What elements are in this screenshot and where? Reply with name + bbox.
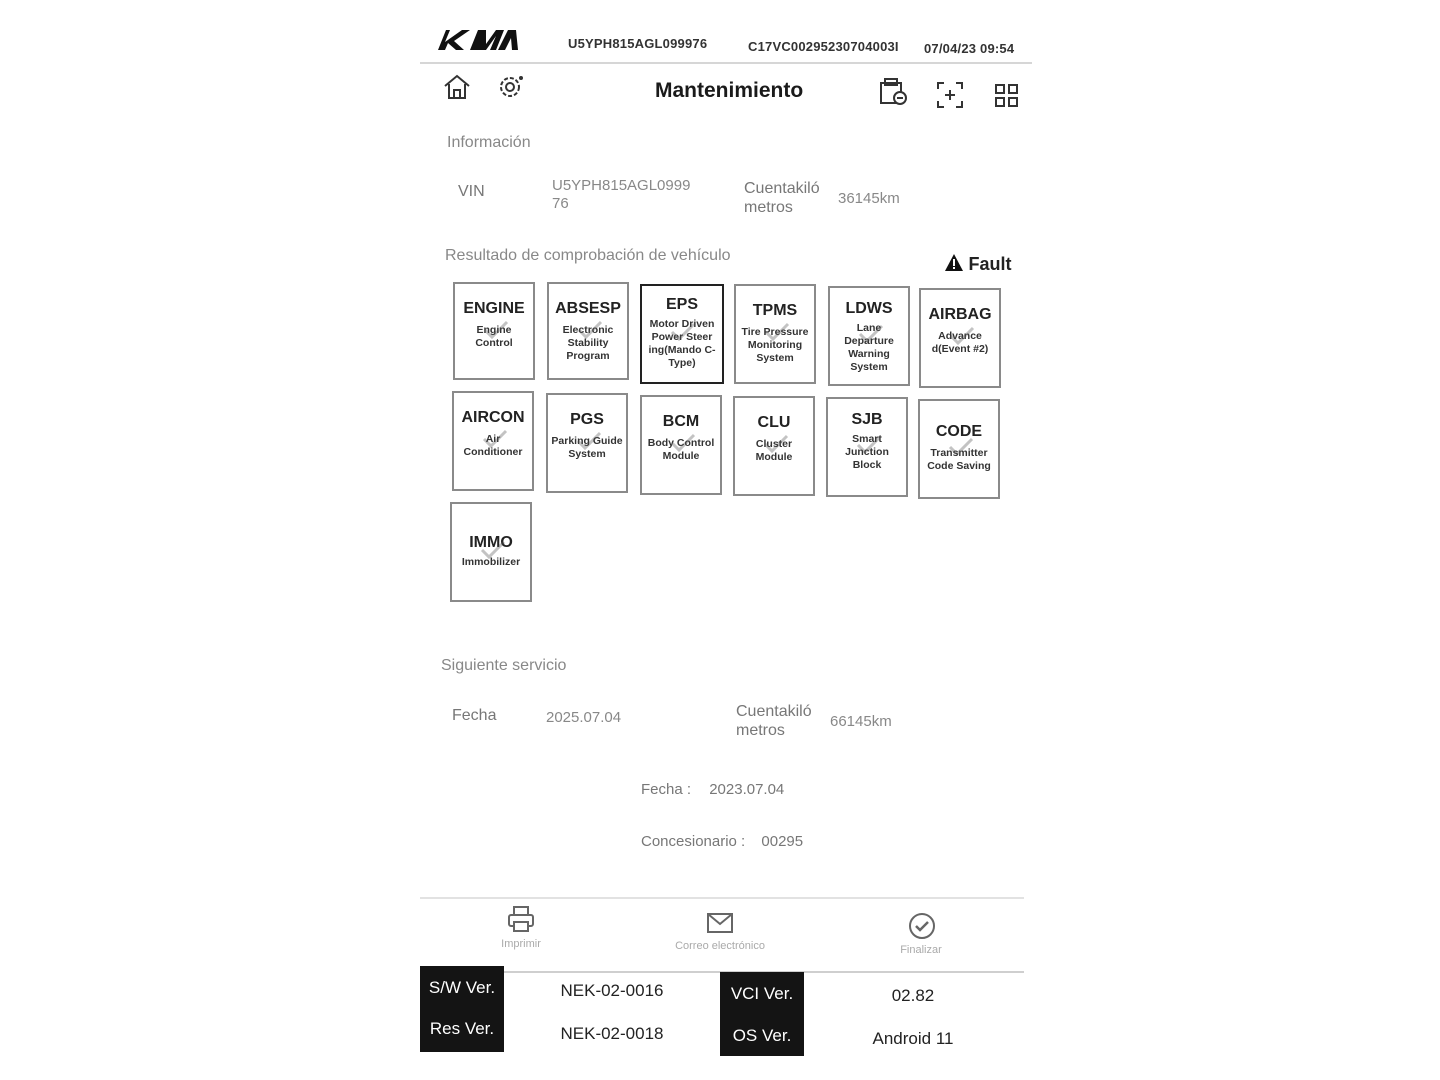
report-sheet: [418, 0, 1038, 1080]
system-code: IMMO: [469, 534, 513, 551]
checkmark-icon: [670, 433, 696, 453]
system-desc: Cluster Module: [755, 438, 793, 463]
checkmark-icon: [764, 322, 790, 342]
record-date-value: 2023.07.04: [709, 781, 785, 798]
grid-menu-icon[interactable]: [992, 81, 1022, 111]
odometer-label-line1: Cuentakiló: [744, 180, 820, 197]
system-desc: Advance d(Event #2): [931, 330, 989, 355]
system-code: SJB: [851, 411, 883, 428]
record-date-row: [641, 781, 784, 798]
system-tile-code[interactable]: [918, 399, 1000, 499]
print-icon[interactable]: [506, 904, 536, 934]
record-dealer-row: [641, 833, 803, 850]
system-tile-bcm[interactable]: [640, 395, 722, 495]
system-code: CODE: [935, 423, 983, 440]
vin-label: VIN: [458, 183, 485, 200]
checkmark-icon: [856, 435, 882, 455]
kia-logo: [436, 26, 520, 52]
system-code: ENGINE: [463, 300, 525, 317]
system-tile-tpms[interactable]: [734, 284, 816, 384]
os-ver-value: Android 11: [872, 1029, 954, 1048]
system-code: ABSESP: [555, 300, 621, 317]
sw-ver-value: NEK-02-0016: [560, 981, 664, 1000]
next-odometer-label: [736, 702, 812, 740]
system-tile-pgs[interactable]: [546, 393, 628, 493]
checkmark-icon: [482, 429, 508, 449]
checkmark-icon: [576, 431, 602, 451]
res-ver-value: NEK-02-0018: [560, 1024, 664, 1043]
print-label[interactable]: Imprimir: [501, 938, 541, 950]
next-date-value: 2025.07.04: [546, 709, 622, 726]
system-desc: Body Control Module: [647, 437, 715, 462]
email-icon[interactable]: [705, 908, 735, 938]
next-service-title: Siguiente servicio: [441, 657, 567, 674]
vehicle-report-icon[interactable]: [878, 77, 908, 107]
next-date-label: Fecha: [452, 707, 497, 724]
email-label[interactable]: Correo electrónico: [675, 940, 765, 952]
system-code: AIRCON: [461, 409, 525, 426]
system-desc: Motor Driven Power Steer ing(Mando C-Type): [648, 318, 716, 369]
system-tile-absesp[interactable]: [547, 282, 629, 380]
vin-value-line1: U5YPH815AGL0999: [552, 177, 691, 194]
header-report-code: C17VC00295230704003I: [748, 39, 899, 54]
page-title: Mantenimiento: [655, 79, 804, 102]
system-tile-engine[interactable]: [453, 282, 535, 380]
vin-value-line2: 76: [552, 195, 569, 212]
system-tile-aircon[interactable]: [452, 391, 534, 491]
system-code: CLU: [757, 414, 791, 431]
header-vin: U5YPH815AGL099976: [568, 36, 708, 51]
system-code: PGS: [570, 411, 604, 428]
finish-icon[interactable]: [907, 911, 937, 941]
res-ver-label: Res Ver.: [429, 1019, 495, 1038]
capture-icon[interactable]: [935, 80, 965, 110]
system-desc: Immobilizer: [461, 556, 521, 568]
settings-icon[interactable]: [496, 72, 526, 102]
checkmark-icon: [577, 320, 603, 340]
system-desc: Air Conditioner: [463, 433, 523, 458]
record-dealer-value: 00295: [761, 833, 804, 850]
vci-ver-label: VCI Ver.: [730, 984, 794, 1003]
system-desc: Tire Pressure Monitoring System: [741, 326, 809, 364]
system-code: BCM: [662, 413, 700, 430]
system-code: TPMS: [752, 302, 798, 319]
system-desc: Parking Guide System: [551, 435, 623, 460]
home-icon[interactable]: [442, 72, 472, 102]
system-tile-eps[interactable]: [640, 284, 724, 384]
header-datetime: 07/04/23 09:54: [924, 41, 1015, 56]
checkmark-icon: [949, 326, 975, 346]
odometer-label-line2: metros: [744, 199, 793, 216]
system-tile-ldws[interactable]: [828, 286, 910, 386]
system-tile-clu[interactable]: [733, 396, 815, 496]
system-desc: Electronic Stability Program: [562, 324, 614, 362]
odometer-label: [744, 179, 820, 217]
next-odometer-label-line1: Cuentakiló: [736, 703, 812, 720]
check-section-title: Resultado de comprobación de vehículo: [445, 247, 731, 264]
system-desc: Smart Junction Block: [845, 433, 889, 471]
checkmark-icon: [670, 322, 696, 342]
checkmark-icon: [858, 324, 884, 344]
finish-label[interactable]: Finalizar: [900, 944, 942, 956]
vin-value: [552, 177, 690, 213]
record-date-label: Fecha :: [641, 781, 692, 798]
vci-ver-badge: [720, 972, 804, 1056]
actions-top-divider: [420, 897, 1024, 899]
system-tile-immo[interactable]: [450, 502, 532, 602]
fault-status-text: Fault: [968, 254, 1012, 274]
system-tile-airbag[interactable]: [919, 288, 1001, 388]
system-code: EPS: [665, 296, 698, 313]
system-code: AIRBAG: [928, 306, 992, 323]
system-desc: Engine Control: [475, 324, 513, 349]
checkmark-icon: [948, 437, 974, 457]
system-desc: Transmitter Code Saving: [927, 447, 991, 472]
next-odometer-value: 66145km: [830, 713, 892, 730]
system-code: LDWS: [845, 300, 893, 317]
os-ver-label: OS Ver.: [732, 1026, 792, 1045]
warning-icon: [944, 253, 964, 273]
sw-ver-badge: [420, 966, 504, 1052]
fault-status: [944, 253, 1011, 275]
checkmark-icon: [480, 540, 506, 560]
header-divider: [420, 62, 1032, 64]
system-desc: Lane Departure Warning System: [844, 322, 894, 373]
system-tile-sjb[interactable]: [826, 397, 908, 497]
sw-ver-label: S/W Ver.: [428, 978, 496, 997]
vci-ver-value: 02.82: [891, 986, 935, 1005]
checkmark-icon: [483, 320, 509, 340]
record-dealer-label: Concesionario :: [641, 833, 746, 850]
next-odometer-label-line2: metros: [736, 722, 785, 739]
info-section-title: Información: [447, 134, 531, 151]
checkmark-icon: [763, 434, 789, 454]
odometer-value: 36145km: [838, 190, 900, 207]
